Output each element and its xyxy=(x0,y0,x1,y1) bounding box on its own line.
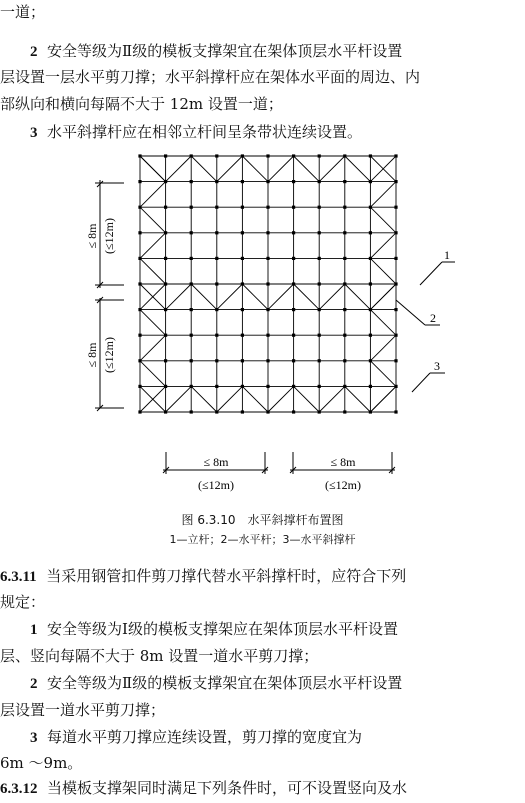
diagonal-brace xyxy=(370,310,396,336)
pole-node xyxy=(241,231,244,234)
pole-node xyxy=(215,385,218,388)
diagonal-brace xyxy=(294,284,320,310)
pole-node xyxy=(190,257,193,260)
diagonal-brace xyxy=(370,258,396,284)
pole-node xyxy=(292,231,295,234)
pole-node xyxy=(369,385,372,388)
pole-node xyxy=(241,180,244,183)
text-line: 部纵向和横向每隔不大于 12m 设置一道； xyxy=(0,95,283,113)
list-item-3: 3 每道水平剪刀撑应连续设置，剪刀撑的宽度宜为 xyxy=(30,728,363,746)
diagonal-brace xyxy=(140,182,166,208)
pole-node xyxy=(292,410,295,413)
pole-node xyxy=(266,154,269,157)
dim-vertical-lower-alt: (≤12m) xyxy=(102,337,116,373)
diagonal-brace xyxy=(217,156,243,182)
diagonal-brace xyxy=(370,335,396,361)
pole-node xyxy=(343,257,346,260)
pole-node xyxy=(241,257,244,260)
pole-node xyxy=(318,334,321,337)
diagonal-brace xyxy=(370,386,396,412)
pole-node xyxy=(318,257,321,260)
clause-6-3-12: 6.3.12 当模板支撑架同时满足下列条件时，可不设置竖向及水 xyxy=(0,779,408,797)
pole-node xyxy=(138,334,141,337)
pole-node xyxy=(266,359,269,362)
text-line: 一道； xyxy=(0,3,46,21)
diagonal-brace xyxy=(191,284,217,310)
diagonal-brace xyxy=(319,386,345,412)
pole-node xyxy=(318,231,321,234)
diagonal-brace xyxy=(242,156,268,182)
clause-number: 6.3.11 xyxy=(0,569,37,585)
pole-node xyxy=(190,410,193,413)
diagonal-brace xyxy=(140,233,166,259)
pole-node xyxy=(215,154,218,157)
dim-horizontal-left-alt: (≤12m) xyxy=(198,478,234,492)
diagonal-brace xyxy=(140,258,166,284)
pole-node xyxy=(318,154,321,157)
item-number: 2 xyxy=(30,676,38,692)
dim-vertical-upper-alt: (≤12m) xyxy=(102,218,116,254)
diagonal-brace xyxy=(370,361,396,387)
pole-node xyxy=(241,359,244,362)
pole-node xyxy=(266,334,269,337)
diagonal-brace xyxy=(166,156,192,182)
list-item-3: 3 水平斜撑杆应在相邻立杆间呈条带状连续设置。 xyxy=(30,123,363,141)
pole-node xyxy=(292,308,295,311)
diagonal-brace xyxy=(294,156,320,182)
callout-leaders xyxy=(396,262,455,392)
diagonal-brace xyxy=(242,284,268,310)
dim-horizontal-left: ≤ 8m xyxy=(203,455,229,469)
diagonal-brace xyxy=(319,156,345,182)
dim-horizontal-right: ≤ 8m xyxy=(330,455,356,469)
clause-number: 6.3.12 xyxy=(0,781,38,797)
item-number: 3 xyxy=(30,730,38,746)
pole-node xyxy=(215,257,218,260)
frame-grid xyxy=(138,154,397,413)
pole-node xyxy=(292,359,295,362)
diagonal-brace xyxy=(268,156,294,182)
pole-node xyxy=(369,282,372,285)
pole-node xyxy=(343,206,346,209)
pole-node xyxy=(215,206,218,209)
pole-node xyxy=(190,180,193,183)
diagonal-brace xyxy=(345,386,371,412)
diagonal-brace xyxy=(217,386,243,412)
pole-node xyxy=(266,257,269,260)
diagonal-brace xyxy=(370,207,396,233)
diagonal-brace xyxy=(370,182,396,208)
pole-node xyxy=(292,257,295,260)
pole-node xyxy=(318,359,321,362)
pole-node xyxy=(318,206,321,209)
pole-node xyxy=(164,359,167,362)
pole-node xyxy=(369,231,372,234)
pole-node xyxy=(394,410,397,413)
text-line: 6m ～9m。 xyxy=(0,754,83,772)
pole-node xyxy=(215,282,218,285)
figure-legend: 1—立杆；2—水平杆；3—水平斜撑杆 xyxy=(169,533,356,546)
dim-vertical-lower: ≤ 8m xyxy=(85,342,99,368)
list-item-2: 2 安全等级为Ⅱ级的模板支撑架宜在架体顶层水平杆设置 xyxy=(30,674,403,692)
pole-node xyxy=(164,206,167,209)
diagonal-brace xyxy=(345,156,371,182)
diagonal-brace xyxy=(370,233,396,259)
callout-1: 1 xyxy=(444,248,450,262)
pole-node xyxy=(266,206,269,209)
pole-node xyxy=(292,334,295,337)
pole-node xyxy=(343,231,346,234)
diagonal-brace xyxy=(319,284,345,310)
pole-node xyxy=(318,282,321,285)
bracing-layout-figure xyxy=(0,150,525,510)
pole-node xyxy=(369,334,372,337)
list-item-2: 2 安全等级为Ⅱ级的模板支撑架宜在架体顶层水平杆设置 xyxy=(30,42,403,60)
diagonal-brace xyxy=(191,386,217,412)
pole-node xyxy=(190,206,193,209)
pole-node xyxy=(138,231,141,234)
callout-3: 3 xyxy=(434,359,440,373)
diagonal-brace xyxy=(242,386,268,412)
diagonal-brace xyxy=(370,284,396,310)
pole-node xyxy=(343,359,346,362)
pole-node xyxy=(241,206,244,209)
pole-node xyxy=(241,334,244,337)
callout-2: 2 xyxy=(430,311,436,325)
text-line: 层设置一道水平剪刀撑； xyxy=(0,701,166,719)
text-line: 规定： xyxy=(0,593,46,611)
pole-node xyxy=(292,180,295,183)
diagonal-brace xyxy=(166,386,192,412)
pole-node xyxy=(266,282,269,285)
pole-node xyxy=(266,231,269,234)
pole-node xyxy=(394,359,397,362)
figure-caption: 图 6.3.10 水平斜撑杆布置图 xyxy=(181,513,344,527)
pole-node xyxy=(190,334,193,337)
pole-node xyxy=(292,206,295,209)
pole-node xyxy=(394,206,397,209)
diagonal-brace xyxy=(268,284,294,310)
pole-node xyxy=(318,385,321,388)
diagonal-brace xyxy=(345,284,371,310)
pole-node xyxy=(190,231,193,234)
pole-node xyxy=(215,231,218,234)
diagonal-brace xyxy=(140,310,166,336)
vertical-dimension xyxy=(95,180,124,411)
pole-node xyxy=(164,257,167,260)
text-line: 层、竖向每隔不大于 8m 设置一道水平剪刀撑； xyxy=(0,647,319,665)
horizontal-dimension xyxy=(163,452,395,474)
pole-node xyxy=(241,410,244,413)
item-number: 1 xyxy=(30,622,38,638)
diagonal-brace xyxy=(268,386,294,412)
pole-node xyxy=(343,410,346,413)
pole-node xyxy=(215,334,218,337)
diagonal-brace xyxy=(140,207,166,233)
list-item-1: 1 安全等级为Ⅰ级的模板支撑架应在架体顶层水平杆设置 xyxy=(30,620,398,638)
pole-node xyxy=(190,308,193,311)
dim-vertical-upper: ≤ 8m xyxy=(85,223,99,249)
pole-node xyxy=(164,154,167,157)
diagonal-brace xyxy=(140,156,166,182)
diagonal-brace xyxy=(294,386,320,412)
item-number: 3 xyxy=(30,125,38,141)
diagonal-brace xyxy=(140,335,166,361)
diagonal-brace xyxy=(140,361,166,387)
text-line: 层设置一层水平剪刀撑；水平斜撑杆应在架体水平面的周边、内 xyxy=(0,68,421,86)
pole-node xyxy=(343,308,346,311)
clause-6-3-11: 6.3.11 当采用钢管扣件剪刀撑代替水平斜撑杆时，应符合下列 xyxy=(0,567,407,585)
pole-node xyxy=(190,359,193,362)
pole-node xyxy=(138,180,141,183)
pole-node xyxy=(215,359,218,362)
diagonal-brace xyxy=(217,284,243,310)
pole-node xyxy=(266,385,269,388)
diagonal-brace xyxy=(166,284,192,310)
pole-node xyxy=(394,308,397,311)
dim-horizontal-right-alt: (≤12m) xyxy=(325,478,361,492)
pole-node xyxy=(394,257,397,260)
pole-node xyxy=(343,334,346,337)
item-number: 2 xyxy=(30,44,38,60)
pole-node xyxy=(343,180,346,183)
diagonal-brace xyxy=(191,156,217,182)
pole-node xyxy=(241,308,244,311)
